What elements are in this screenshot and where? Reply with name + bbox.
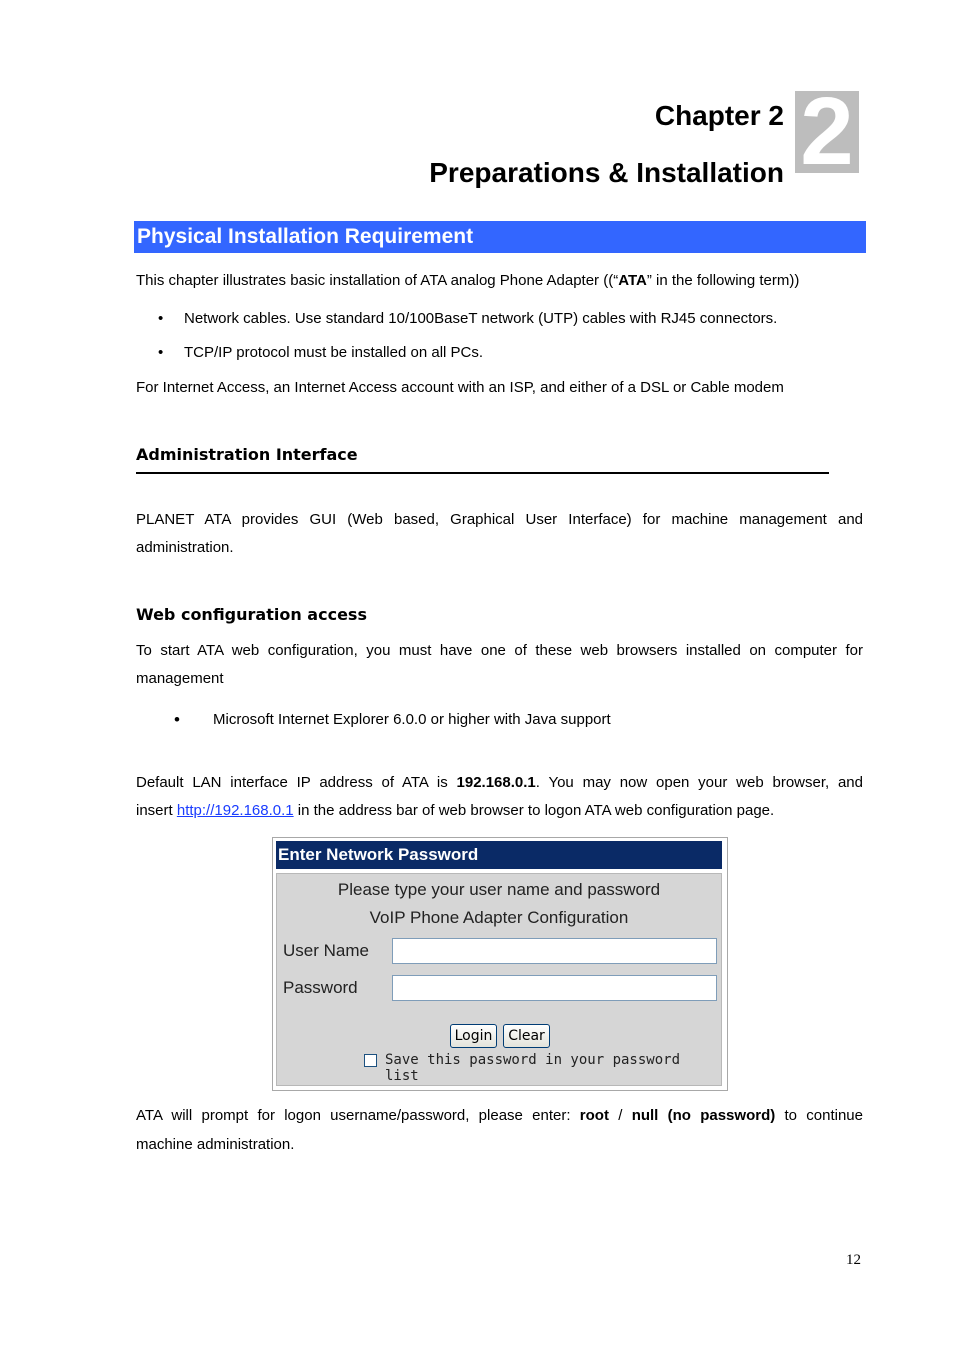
password-null: null (no password) [631,1107,776,1124]
chapter-title: Chapter 2 [654,100,784,131]
webconfig-paragraph-line1: To start ATA web configuration, you must have one of these web browsers installed on computer for [136,642,863,659]
chapter-subtitle: Preparations & Installation [429,157,784,188]
webconfig-heading: Web configuration access [136,605,367,624]
ip-text-end: in the address bar of web browser to logon ATA web configuration page. [293,802,775,819]
clear-button[interactable]: Clear [503,1024,550,1048]
ip-text: Default LAN interface IP address of ATA is [136,774,457,791]
ip-paragraph-line2 [136,797,774,825]
ip-text-end: . You may now open your web browser, and [535,774,863,791]
bullet-icon: • [158,344,164,361]
section-heading-bar [134,221,866,253]
internet-access-paragraph: For Internet Access, an Internet Access account with an ISP, and either of a DSL or Cable modem [136,379,784,396]
dialog-title: Enter Network Password [276,841,722,869]
section-heading: Physical Installation Requirement [137,225,474,248]
intro-text-end: ” in the following term)) [646,272,800,289]
admin-paragraph-line1: PLANET ATA provides GUI (Web based, Graphical User Interface) for machine management and [136,511,863,528]
ip-text: insert [136,802,177,819]
list-item: Microsoft Internet Explorer 6.0.0 or higher with Java support [213,711,611,728]
closing-paragraph-line1 [136,1102,863,1130]
save-password-label: Save this password in your password list [385,1052,681,1084]
bullet-icon: • [158,310,164,327]
admin-paragraph-line2: administration. [136,539,234,556]
ip-link[interactable]: http://192.168.0.1 [176,802,294,819]
heading-rule [136,472,829,474]
dialog-prompt: Please type your user name and password [337,880,661,899]
save-password-checkbox[interactable] [364,1054,377,1067]
list-item: TCP/IP protocol must be installed on all PCs. [184,344,484,361]
password-input[interactable] [392,975,717,1001]
dialog-realm: VoIP Phone Adapter Configuration [369,908,629,927]
closing-text-end: to continue [775,1107,863,1124]
password-label: Password [283,978,358,997]
chapter-number-badge: 2 [795,91,859,173]
closing-paragraph-line2: machine administration. [136,1136,295,1153]
username-label: User Name [283,941,369,960]
intro-text: This chapter illustrates basic installation of ATA analog Phone Adapter ((“ [136,272,619,289]
intro-bold: ATA [618,272,647,289]
closing-text: ATA will prompt for logon username/password, please enter: [136,1107,580,1124]
login-button[interactable]: Login [450,1024,497,1048]
login-dialog [272,837,728,1091]
closing-separator: / [608,1107,632,1124]
username-input[interactable] [392,938,717,964]
ip-paragraph-line1 [136,769,863,797]
intro-paragraph [136,267,799,295]
webconfig-paragraph-line2: management [136,670,224,687]
bullet-icon: • [174,710,180,729]
username-root: root [579,1107,609,1124]
ip-address: 192.168.0.1 [456,774,536,791]
dialog-body [276,873,722,1086]
list-item: Network cables. Use standard 10/100BaseT network (UTP) cables with RJ45 connectors. [184,310,778,327]
page-number: 12 [846,1252,861,1268]
admin-heading: Administration Interface [136,445,358,464]
